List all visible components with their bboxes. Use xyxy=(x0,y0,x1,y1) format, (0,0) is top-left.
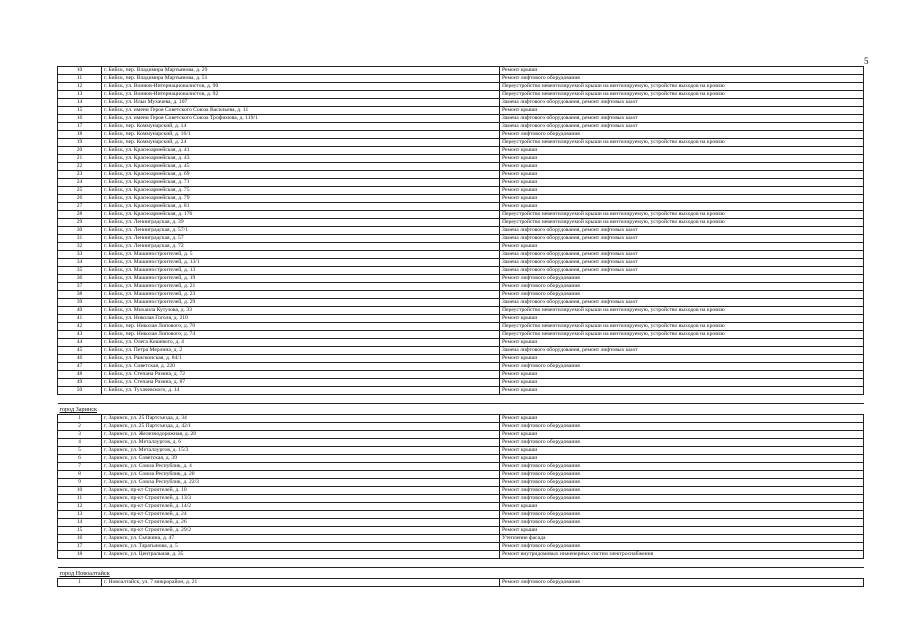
table-row xyxy=(58,307,864,315)
work-type-cell: Замена лифтового оборудования, ремонт лифтовых шахт xyxy=(500,227,864,235)
row-number-cell: 15 xyxy=(58,527,102,535)
table-row xyxy=(58,423,864,431)
table-row xyxy=(58,267,864,275)
row-number-cell: 10 xyxy=(58,67,102,75)
work-type-cell: Ремонт крыши xyxy=(500,243,864,251)
work-type-cell: Ремонт крыши xyxy=(500,379,864,387)
work-type-cell: Ремонт лифтового оборудования xyxy=(500,423,864,431)
row-number-cell: 38 xyxy=(58,291,102,299)
row-number-cell: 1 xyxy=(58,579,102,587)
work-type-cell: Ремонт крыши xyxy=(500,387,864,395)
address-cell: г. Заринск, ул. Металлургов, д. 6 xyxy=(102,439,500,447)
section-spacer xyxy=(58,395,864,404)
work-type-cell: Замена лифтового оборудования, ремонт лифтовых шахт xyxy=(500,235,864,243)
work-type-cell: Переустройство невентилируемой крыши на вентилируемую, устройство выходов на кровлю xyxy=(500,91,864,99)
address-cell: г. Бийск, ул. Красноармейская, д. 75 xyxy=(102,187,500,195)
work-type-cell: Ремонт крыши xyxy=(500,447,864,455)
table-row xyxy=(58,291,864,299)
address-cell: г. Заринск, пр-кт Строителей, д. 29/2 xyxy=(102,527,500,535)
row-number-cell: 17 xyxy=(58,543,102,551)
row-number-cell: 2 xyxy=(58,423,102,431)
address-cell: г. Новоалтайск, ул. 7 микрорайон, д. 21 xyxy=(102,579,500,587)
table-row xyxy=(58,363,864,371)
table-row xyxy=(58,211,864,219)
table-row xyxy=(58,371,864,379)
work-type-cell: Замена лифтового оборудования, ремонт лифтовых шахт xyxy=(500,259,864,267)
address-cell: г. Заринск, ул. Центральная, д. 35 xyxy=(102,551,500,559)
table-row xyxy=(58,227,864,235)
table-row xyxy=(58,219,864,227)
table-row xyxy=(58,487,864,495)
row-number-cell: 43 xyxy=(58,331,102,339)
work-type-cell: Ремонт крыши xyxy=(500,107,864,115)
table-row xyxy=(58,331,864,339)
table-row xyxy=(58,439,864,447)
work-type-cell: Ремонт лифтового оборудования xyxy=(500,495,864,503)
work-type-cell: Утепление фасада xyxy=(500,535,864,543)
table-row xyxy=(58,67,864,75)
table-row xyxy=(58,447,864,455)
row-number-cell: 13 xyxy=(58,511,102,519)
table-row xyxy=(58,471,864,479)
address-cell: г. Бийск, ул. Машиностроителей, д. 29 xyxy=(102,299,500,307)
table-row xyxy=(58,431,864,439)
table-row xyxy=(58,203,864,211)
address-cell: г. Бийск, ул. Машиностроителей, д. 21 xyxy=(102,283,500,291)
address-cell: г. Бийск, ул. Тухачевского, д. 14 xyxy=(102,387,500,395)
address-cell: г. Заринск, ул. Металлургов, д. 15/3 xyxy=(102,447,500,455)
work-type-cell: Переустройство невентилируемой крыши на вентилируемую, устройство выходов на кровлю xyxy=(500,83,864,91)
work-type-cell: Ремонт крыши xyxy=(500,355,864,363)
work-type-cell: Ремонт лифтового оборудования xyxy=(500,291,864,299)
row-number-cell: 36 xyxy=(58,275,102,283)
address-cell: г. Бийск, ул. Советская, д. 220 xyxy=(102,363,500,371)
table-row xyxy=(58,235,864,243)
row-number-cell: 47 xyxy=(58,363,102,371)
address-cell: г. Бийск, ул. Красноармейская, д. 79 xyxy=(102,195,500,203)
row-number-cell: 4 xyxy=(58,439,102,447)
row-number-cell: 9 xyxy=(58,479,102,487)
table-row xyxy=(58,299,864,307)
row-number-cell: 31 xyxy=(58,235,102,243)
row-number-cell: 37 xyxy=(58,283,102,291)
address-cell: г. Бийск, ул. Ленинградская, д. 57/1 xyxy=(102,227,500,235)
table-row xyxy=(58,83,864,91)
work-type-cell: Замена лифтового оборудования, ремонт лифтовых шахт xyxy=(500,115,864,123)
address-cell: г. Бийск, ул. Олега Кошевого, д. 4 xyxy=(102,339,500,347)
address-cell: г. Бийск, ул. Красноармейская, д. 41 xyxy=(102,147,500,155)
row-number-cell: 19 xyxy=(58,139,102,147)
page-number: 5 xyxy=(864,56,869,66)
work-type-cell: Ремонт крыши xyxy=(500,371,864,379)
address-cell: г. Заринск, ул. Таратынова, д. 5 xyxy=(102,543,500,551)
work-type-cell: Ремонт лифтового оборудования xyxy=(500,479,864,487)
row-number-cell: 18 xyxy=(58,131,102,139)
table-row xyxy=(58,91,864,99)
row-number-cell: 34 xyxy=(58,259,102,267)
address-cell: г. Заринск, пр-кт Строителей, д. 10 xyxy=(102,487,500,495)
work-type-cell: Ремонт лифтового оборудования xyxy=(500,363,864,371)
table-row xyxy=(58,347,864,355)
section-title: город Заринск xyxy=(58,404,864,415)
table-row xyxy=(58,179,864,187)
table-row xyxy=(58,163,864,171)
address-cell: г. Бийск, ул. Машиностроителей, д. 13/1 xyxy=(102,259,500,267)
table-row xyxy=(58,387,864,395)
work-type-cell: Ремонт крыши xyxy=(500,339,864,347)
work-type-cell: Ремонт крыши xyxy=(500,187,864,195)
address-cell: г. Бийск, ул. имени Героя Советского Союза Васильева, д. 11 xyxy=(102,107,500,115)
work-type-cell: Ремонт лифтового оборудования xyxy=(500,511,864,519)
work-type-cell: Замена лифтового оборудования, ремонт лифтовых шахт xyxy=(500,267,864,275)
work-type-cell: Ремонт лифтового оборудования xyxy=(500,471,864,479)
work-type-cell: Ремонт крыши xyxy=(500,171,864,179)
row-number-cell: 46 xyxy=(58,355,102,363)
address-cell: г. Заринск, ул. Союза Республик, д. 20 xyxy=(102,471,500,479)
row-number-cell: 35 xyxy=(58,267,102,275)
row-number-cell: 15 xyxy=(58,107,102,115)
address-cell: г. Бийск, ул. Ильи Мухачева, д. 107 xyxy=(102,99,500,107)
table-row xyxy=(58,543,864,551)
address-cell: г. Бийск, ул. Степана Разина, д. 72 xyxy=(102,371,500,379)
section-title: город Новоалтайск xyxy=(58,568,864,579)
address-cell: г. Бийск, ул. Воинов-Интернационалистов, д. 92 xyxy=(102,91,500,99)
work-type-cell: Ремонт лифтового оборудования xyxy=(500,131,864,139)
section-header-row xyxy=(58,568,864,579)
address-cell: г. Заринск, пр-кт Строителей, д. 13/3 xyxy=(102,495,500,503)
address-cell: г. Бийск, ул. Красноармейская, д. 45 xyxy=(102,163,500,171)
row-number-cell: 50 xyxy=(58,387,102,395)
address-cell: г. Заринск, ул. Сычкина, д. 47 xyxy=(102,535,500,543)
address-cell: г. Бийск, ул. Красноармейская, д. 71 xyxy=(102,179,500,187)
row-number-cell: 12 xyxy=(58,83,102,91)
table-row xyxy=(58,579,864,587)
work-type-cell: Ремонт крыши xyxy=(500,315,864,323)
table-row xyxy=(58,519,864,527)
work-type-cell: Ремонт лифтового оборудования xyxy=(500,543,864,551)
address-cell: г. Бийск, ул. имени Героя Советского Союза Трофимова, д. 119/1 xyxy=(102,115,500,123)
table-row xyxy=(58,495,864,503)
table-row xyxy=(58,323,864,331)
address-cell: г. Бийск, ул. Красноармейская, д. 69 xyxy=(102,171,500,179)
table-row xyxy=(58,315,864,323)
row-number-cell: 5 xyxy=(58,447,102,455)
row-number-cell: 22 xyxy=(58,163,102,171)
row-number-cell: 11 xyxy=(58,75,102,83)
table-row xyxy=(58,195,864,203)
row-number-cell: 24 xyxy=(58,179,102,187)
row-number-cell: 28 xyxy=(58,211,102,219)
section-spacer xyxy=(58,559,864,568)
row-number-cell: 20 xyxy=(58,147,102,155)
row-number-cell: 11 xyxy=(58,495,102,503)
work-type-cell: Переустройство невентилируемой крыши на вентилируемую, устройство выходов на кровлю xyxy=(500,139,864,147)
work-type-cell: Замена лифтового оборудования, ремонт лифтовых шахт xyxy=(500,123,864,131)
table-row xyxy=(58,75,864,83)
work-type-cell: Ремонт лифтового оборудования xyxy=(500,579,864,587)
section-header-row xyxy=(58,404,864,415)
address-cell: г. Заринск, пр-кт Строителей, д. 14/2 xyxy=(102,503,500,511)
table-row xyxy=(58,99,864,107)
row-number-cell: 16 xyxy=(58,535,102,543)
table-row xyxy=(58,107,864,115)
row-number-cell: 12 xyxy=(58,503,102,511)
repair-table xyxy=(57,66,864,587)
table-row xyxy=(58,535,864,543)
row-number-cell: 40 xyxy=(58,307,102,315)
work-type-cell: Замена лифтового оборудования, ремонт лифтовых шахт xyxy=(500,99,864,107)
table-row xyxy=(58,147,864,155)
work-type-cell: Переустройство невентилируемой крыши на вентилируемую, устройство выходов на кровлю xyxy=(500,323,864,331)
table-row xyxy=(58,455,864,463)
address-cell: г. Бийск, пер. Коммунарский, д. 24 xyxy=(102,139,500,147)
address-cell: г. Бийск, ул. Красноармейская, д. 81 xyxy=(102,203,500,211)
row-number-cell: 25 xyxy=(58,187,102,195)
address-cell: г. Заринск, ул. 25 Партсъезда, д. 42/1 xyxy=(102,423,500,431)
address-cell: г. Бийск, пер. Владимира Мартьянова, д. 51 xyxy=(102,75,500,83)
row-number-cell: 18 xyxy=(58,551,102,559)
address-cell: г. Заринск, ул. 25 Партсъезда, д. 34 xyxy=(102,415,500,423)
address-cell: г. Заринск, ул. Союза Республик, д. 4 xyxy=(102,463,500,471)
address-cell: г. Заринск, ул. Железнодорожная, д. 28 xyxy=(102,431,500,439)
table-row xyxy=(58,415,864,423)
table-row xyxy=(58,283,864,291)
table-row xyxy=(58,479,864,487)
table-row xyxy=(58,259,864,267)
address-cell: г. Заринск, ул. Союза Республик, д. 22/3 xyxy=(102,479,500,487)
work-type-cell: Ремонт лифтового оборудования xyxy=(500,463,864,471)
address-cell: г. Бийск, ул. Михаила Кутузова, д. 33 xyxy=(102,307,500,315)
address-cell: г. Бийск, ул. Степана Разина, д. 87 xyxy=(102,379,500,387)
work-type-cell: Ремонт крыши xyxy=(500,179,864,187)
table-row xyxy=(58,155,864,163)
row-number-cell: 48 xyxy=(58,371,102,379)
address-cell: г. Бийск, пер. Николая Липового, д. 70 xyxy=(102,323,500,331)
row-number-cell: 41 xyxy=(58,315,102,323)
table-row xyxy=(58,551,864,559)
row-number-cell: 21 xyxy=(58,155,102,163)
work-type-cell: Ремонт крыши xyxy=(500,155,864,163)
repair-list-document xyxy=(57,66,863,587)
work-type-cell: Ремонт внутридомовых инженерных систем электроснабжения xyxy=(500,551,864,559)
table-row xyxy=(58,139,864,147)
address-cell: г. Заринск, ул. Советская, д. 39 xyxy=(102,455,500,463)
row-number-cell: 27 xyxy=(58,203,102,211)
address-cell: г. Бийск, ул. Машиностроителей, д. 23 xyxy=(102,291,500,299)
work-type-cell: Ремонт лифтового оборудования xyxy=(500,487,864,495)
table-row xyxy=(58,131,864,139)
work-type-cell: Ремонт крыши xyxy=(500,503,864,511)
table-row xyxy=(58,275,864,283)
address-cell: г. Бийск, пер. Коммунарский, д. 16/1 xyxy=(102,131,500,139)
address-cell: г. Бийск, ул. Раисконская, д. 84/1 xyxy=(102,355,500,363)
row-number-cell: 10 xyxy=(58,487,102,495)
row-number-cell: 49 xyxy=(58,379,102,387)
row-number-cell: 13 xyxy=(58,91,102,99)
work-type-cell: Переустройство невентилируемой крыши на вентилируемую, устройство выходов на кровлю xyxy=(500,219,864,227)
row-number-cell: 33 xyxy=(58,251,102,259)
row-number-cell: 29 xyxy=(58,219,102,227)
work-type-cell: Ремонт крыши xyxy=(500,195,864,203)
row-number-cell: 17 xyxy=(58,123,102,131)
address-cell: г. Бийск, ул. Ленинградская, д. 72 xyxy=(102,243,500,251)
row-number-cell: 16 xyxy=(58,115,102,123)
work-type-cell: Замена лифтового оборудования, ремонт лифтовых шахт xyxy=(500,299,864,307)
work-type-cell: Ремонт лифтового оборудования xyxy=(500,519,864,527)
row-number-cell: 23 xyxy=(58,171,102,179)
table-row xyxy=(58,171,864,179)
work-type-cell: Ремонт крыши xyxy=(500,527,864,535)
address-cell: г. Бийск, ул. Машиностроителей, д. 13 xyxy=(102,267,500,275)
work-type-cell: Ремонт крыши xyxy=(500,455,864,463)
row-number-cell: 1 xyxy=(58,415,102,423)
row-number-cell: 26 xyxy=(58,195,102,203)
address-cell: г. Заринск, пр-кт Строителей, д. 24 xyxy=(102,511,500,519)
address-cell: г. Бийск, пер. Владимира Мартьянова, д. 29 xyxy=(102,67,500,75)
table-row xyxy=(58,463,864,471)
work-type-cell: Ремонт крыши xyxy=(500,431,864,439)
address-cell: г. Бийск, ул. Воинов-Интернационалистов, д. 90 xyxy=(102,83,500,91)
row-number-cell: 30 xyxy=(58,227,102,235)
row-number-cell: 3 xyxy=(58,431,102,439)
address-cell: г. Бийск, ул. Красноармейская, д. 43 xyxy=(102,155,500,163)
work-type-cell: Ремонт крыши xyxy=(500,147,864,155)
work-type-cell: Ремонт крыши xyxy=(500,67,864,75)
row-number-cell: 44 xyxy=(58,339,102,347)
work-type-cell: Ремонт лифтового оборудования xyxy=(500,439,864,447)
address-cell: г. Бийск, ул. Петра Мерлина, д. 2 xyxy=(102,347,500,355)
row-number-cell: 14 xyxy=(58,519,102,527)
address-cell: г. Заринск, пр-кт Строителей, д. 26 xyxy=(102,519,500,527)
work-type-cell: Замена лифтового оборудования, ремонт лифтовых шахт xyxy=(500,347,864,355)
row-number-cell: 8 xyxy=(58,471,102,479)
address-cell: г. Бийск, пер. Николая Липового, д. 74 xyxy=(102,331,500,339)
work-type-cell: Ремонт крыши xyxy=(500,415,864,423)
table-row xyxy=(58,187,864,195)
address-cell: г. Бийск, ул. Ленинградская, д. 57 xyxy=(102,235,500,243)
table-row xyxy=(58,243,864,251)
table-row xyxy=(58,123,864,131)
table-row xyxy=(58,503,864,511)
table-row xyxy=(58,251,864,259)
address-cell: г. Бийск, ул. Машиностроителей, д. 19 xyxy=(102,275,500,283)
table-row xyxy=(58,379,864,387)
row-number-cell: 6 xyxy=(58,455,102,463)
work-type-cell: Ремонт лифтового оборудования xyxy=(500,275,864,283)
address-cell: г. Бийск, ул. Ленинградская, д. 39 xyxy=(102,219,500,227)
address-cell: г. Бийск, ул. Красноармейская, д. 176 xyxy=(102,211,500,219)
row-number-cell: 42 xyxy=(58,323,102,331)
row-number-cell: 7 xyxy=(58,463,102,471)
work-type-cell: Ремонт крыши xyxy=(500,163,864,171)
address-cell: г. Бийск, пер. Коммунарский, д. 14 xyxy=(102,123,500,131)
table-row xyxy=(58,339,864,347)
work-type-cell: Замена лифтового оборудования, ремонт лифтовых шахт xyxy=(500,251,864,259)
table-row xyxy=(58,355,864,363)
work-type-cell: Переустройство невентилируемой крыши на вентилируемую, устройство выходов на кровлю xyxy=(500,331,864,339)
address-cell: г. Бийск, ул. Николая Гоголя, д. 210 xyxy=(102,315,500,323)
table-row xyxy=(58,511,864,519)
work-type-cell: Ремонт лифтового оборудования xyxy=(500,283,864,291)
work-type-cell: Переустройство невентилируемой крыши на вентилируемую, устройство выходов на кровлю xyxy=(500,307,864,315)
row-number-cell: 45 xyxy=(58,347,102,355)
work-type-cell: Переустройство невентилируемой крыши на вентилируемую, устройство выходов на кровлю xyxy=(500,211,864,219)
row-number-cell: 39 xyxy=(58,299,102,307)
row-number-cell: 32 xyxy=(58,243,102,251)
row-number-cell: 14 xyxy=(58,99,102,107)
work-type-cell: Ремонт крыши xyxy=(500,203,864,211)
address-cell: г. Бийск, ул. Машиностроителей, д. 5 xyxy=(102,251,500,259)
table-row xyxy=(58,527,864,535)
table-row xyxy=(58,115,864,123)
work-type-cell: Ремонт лифтового оборудования xyxy=(500,75,864,83)
